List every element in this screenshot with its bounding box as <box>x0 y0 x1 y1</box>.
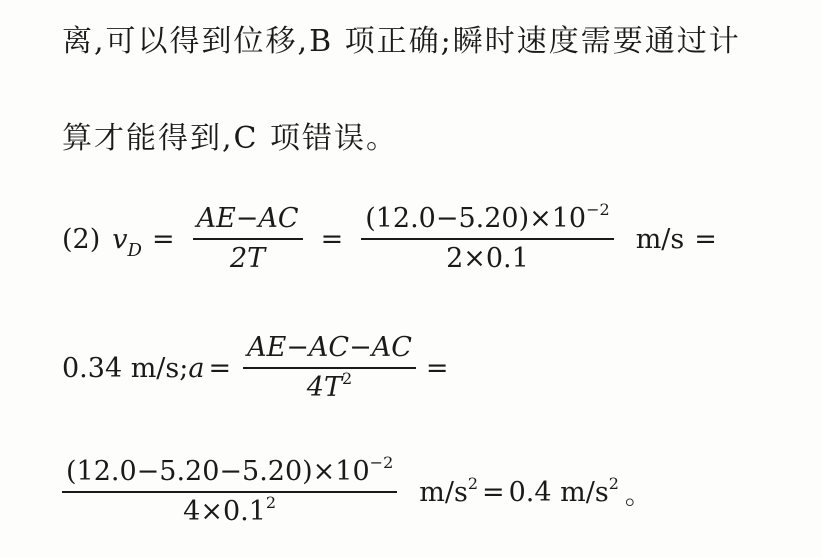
equals-sign: = <box>694 223 717 255</box>
fraction-numerator: (12.0−5.20−5.20)×10 <box>66 456 370 488</box>
fraction-numeric <box>62 453 397 527</box>
fraction-denominator: 4T <box>306 372 342 403</box>
equals-sign: = <box>208 352 232 384</box>
fraction-symbolic <box>243 333 416 402</box>
exponent: −2 <box>586 200 610 220</box>
unit-label: m/s <box>635 223 685 255</box>
exponent: 2 <box>341 369 353 388</box>
unit-label: m/s <box>419 476 468 508</box>
equals-sign: = <box>482 476 505 508</box>
part-label: (2) <box>62 223 101 255</box>
fraction-denominator: 2T <box>229 243 266 274</box>
formula-acceleration-result <box>62 452 652 532</box>
text-line-2: 算才能得到,C 项错误。 <box>62 121 399 156</box>
equals-sign: = <box>320 223 344 255</box>
fraction-symbolic <box>193 204 303 273</box>
fraction-numerator: AE−AC−AC <box>243 333 416 369</box>
fraction-numerator: AE−AC <box>193 204 303 240</box>
exponent: 2 <box>265 493 277 512</box>
equals-sign: = <box>425 352 449 384</box>
unit-exponent: 2 <box>608 473 619 493</box>
period-mark: 。 <box>624 479 652 511</box>
velocity-subscript: D <box>127 239 142 261</box>
fraction-numeric <box>361 200 614 274</box>
velocity-result: 0.34 m/s; <box>62 352 189 384</box>
acceleration-result: 0.4 m/s <box>508 476 609 508</box>
exponent: −2 <box>369 453 394 473</box>
fraction-denominator: 2×0.1 <box>446 243 529 274</box>
unit-exponent: 2 <box>467 473 478 493</box>
formula-acceleration <box>62 328 449 408</box>
fraction-denominator: 4×0.1 <box>183 496 266 527</box>
formula-velocity <box>62 195 727 283</box>
acceleration-symbol: a <box>188 352 205 384</box>
velocity-symbol: v <box>112 223 128 255</box>
fraction-numerator: (12.0−5.20)×10 <box>365 203 587 235</box>
equals-sign: = <box>151 223 175 255</box>
text-line-1: 离,可以得到位移,B 项正确;瞬时速度需要通过计 <box>62 24 741 59</box>
